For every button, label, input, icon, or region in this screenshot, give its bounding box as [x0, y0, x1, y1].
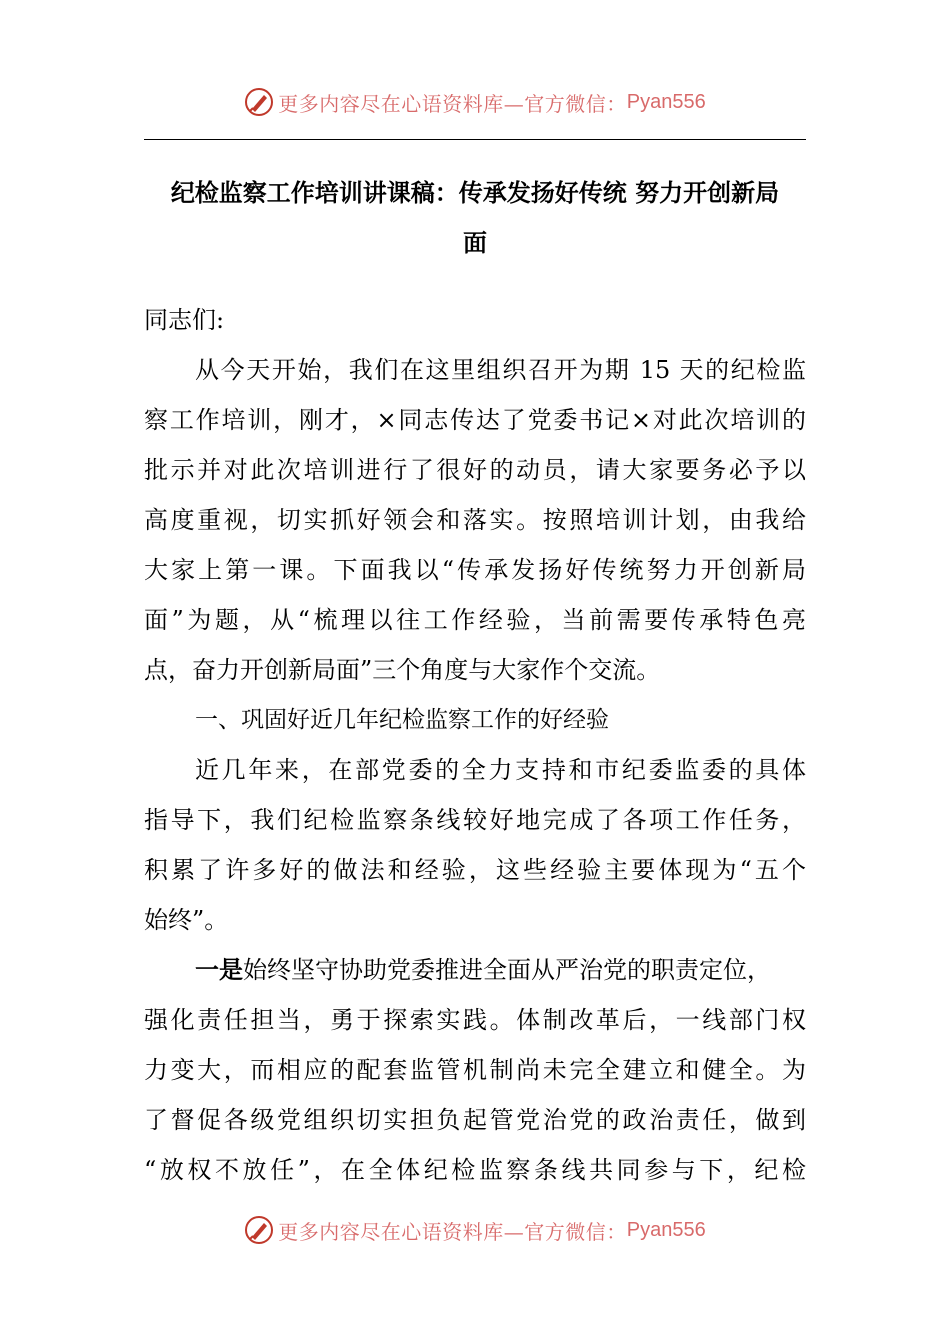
watermark-banner-bottom — [0, 1210, 950, 1250]
title-line-2: 面 — [463, 228, 487, 257]
paragraph-line: “放权不放任”，在全体纪检监察条线共同参与下，纪检 — [144, 1156, 806, 1184]
document-title — [144, 168, 806, 268]
watermark-banner-top — [0, 82, 950, 122]
watermark-wechat-id: Pyan556 — [626, 1218, 706, 1241]
paragraph-line: 了督促各级党组织切实担负起管党治党的政治责任，做到 — [144, 1106, 806, 1134]
paragraph-line: 强化责任担当，勇于探索实践。体制改革后，一线部门权 — [144, 1006, 806, 1034]
header-rule — [144, 139, 806, 140]
paragraph-line: 始终”。 — [144, 906, 229, 934]
watermark-text: 更多内容尽在心语资料库—官方微信： — [278, 1219, 627, 1244]
paragraph-line: 察工作培训，刚才，×同志传达了党委书记×对此次培训的 — [144, 406, 806, 434]
paragraph-line: 力变大，而相应的配套监管机制尚未完全建立和健全。为 — [144, 1056, 806, 1084]
pen-logo-icon — [244, 1215, 274, 1245]
paragraph-line: 指导下，我们纪检监察条线较好地完成了各项工作任务， — [144, 806, 806, 834]
paragraph-line: 从今天开始，我们在这里组织召开为期 15 天的纪检监 — [195, 356, 806, 384]
section-heading: 一、巩固好近几年纪检监察工作的好经验 — [195, 707, 609, 733]
paragraph-line: 面”为题，从“梳理以往工作经验，当前需要传承特色亮 — [144, 606, 806, 634]
title-line-1: 纪检监察工作培训讲课稿：传承发扬好传统 努力开创新局 — [170, 178, 780, 207]
paragraph-line: 大家上第一课。下面我以“传承发扬好传统努力开创新局 — [144, 556, 806, 584]
paragraph-line: 近几年来，在部党委的全力支持和市纪委监委的具体 — [195, 756, 806, 784]
paragraph-line: 点，奋力开创新局面”三个角度与大家作个交流。 — [144, 656, 661, 684]
watermark-text: 更多内容尽在心语资料库—官方微信： — [278, 91, 627, 116]
paragraph-line: 积累了许多好的做法和经验，这些经验主要体现为“五个 — [144, 856, 806, 884]
paragraph-line: 批示并对此次培训进行了很好的动员，请大家要务必予以 — [144, 456, 806, 484]
pen-logo-icon — [244, 87, 274, 117]
salutation: 同志们: — [144, 306, 225, 334]
watermark-wechat-id: Pyan556 — [626, 90, 706, 113]
paragraph-line: 高度重视，切实抓好领会和落实。按照培训计划，由我给 — [144, 506, 806, 534]
point-lead: 一是 — [195, 955, 243, 984]
point-text: 始终坚守协助党委推进全面从严治党的职责定位， — [243, 956, 771, 984]
paragraph-line — [195, 955, 835, 985]
